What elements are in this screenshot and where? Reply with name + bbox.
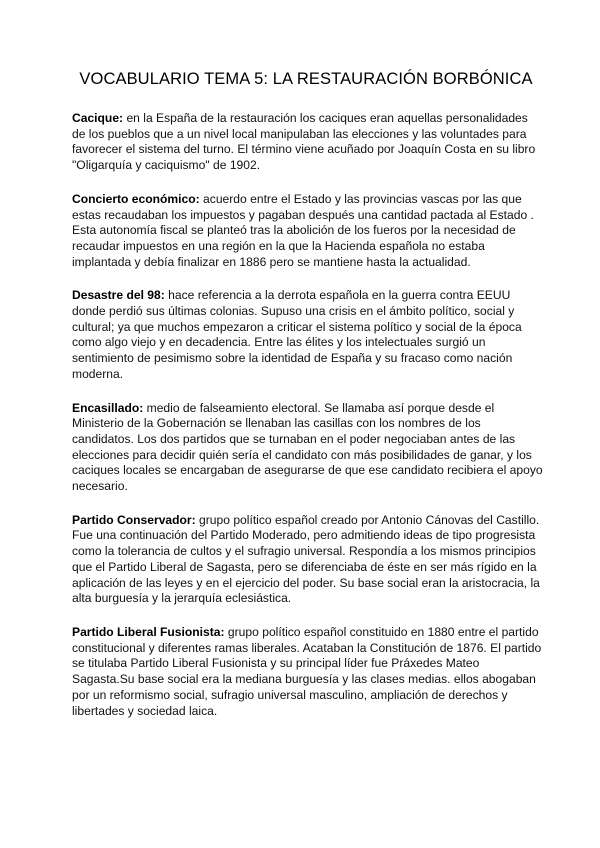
entry-term: Cacique: (72, 111, 124, 125)
entry-definition: grupo político español creado por Antonio Cánovas del Castillo. Fue una continuación del Partido Moderado, pero admitiendo ideas de tipo progresista como la tolerancia de cultos y el sufragio universal. Respondía a los mismos principios que el Partido Liberal de Sagasta, pero se diferenciaba de éste en ser más rígido en la aplicación de las leyes y en el ejercicio del poder. Su base social eran la aristocracia, la alta burguesía y la jerarquía eclesiástica. (72, 512, 540, 606)
entry-concierto-economico (72, 192, 544, 271)
entry-definition: hace referencia a la derrota española en la guerra contra EEUU donde perdió sus últimas colonias. Supuso una crisis en el ámbito político, social y cultural; ya que muchos empezaron a criticar el sistema político y social de la época como algo viejo y en decadencia. Entre las élites y los intelectuales surgió un sentimiento de pesimismo sobre la identidad de España y su fracaso como nación moderna. (72, 288, 522, 381)
entry-definition: medio de falseamiento electoral. Se llamaba así porque desde el Ministerio de la Gobernación se llenaban las casillas con los nombres de los candidatos. Los dos partidos que se turnaban en el poder negociaban antes de las elecciones para decidir quién sería el candidato con más posibilidades de ganar, y los caciques locales se encargaban de asegurarse de que ese candidato recibiera el apoyo necesario. (72, 400, 543, 494)
entry-definition: acuerdo entre el Estado y las provincias vascas por las que estas recaudaban los impuestos y pagaban después una cantidad pactada al Estado . Esta autonomía fiscal se planteó tras la abolición de los fueros por la necesidad de recaudar impuestos en una región en la que la Hacienda española no estaba implantada y debía finalizar en 1886 pero se mantiene hasta la actualidad. (72, 191, 534, 269)
entry-definition: grupo político español constituido en 1880 entre el partido constitucional y diferentes ramas liberales. Acataban la Constitución de 1876. El partido se titulaba Partido Liberal Fusionista y su principal líder fue Práxedes Mateo Sagasta.Su base social era la mediana burguesía y las clases medias. ellos abogaban por un reformismo social, sufragio universal masculino, ampliación de derechos y libertades y sociedad laica. (72, 624, 542, 718)
page-title: VOCABULARIO TEMA 5: LA RESTAURACIÓN BORBÓNICA (79, 70, 533, 88)
entry-definition: en la España de la restauración los caciques eran aquellas personalidades de los pueblos que a un nivel local manipulaban las elecciones y las voluntades para favorecer el sistema del turno. El término viene acuñado por Joaquín Costa en su libro "Oligarquía y caciquismo" de 1902. (72, 111, 536, 173)
entry-desastre-del-98 (72, 288, 544, 382)
entry-term: Concierto económico: (72, 191, 200, 206)
entry-term: Encasillado: (72, 400, 144, 415)
entry-term: Partido Conservador: (72, 512, 196, 527)
entry-term: Partido Liberal Fusionista: (72, 624, 225, 639)
entry-partido-conservador (72, 513, 544, 607)
entry-term: Desastre del 98: (72, 288, 165, 303)
entry-cacique (72, 111, 544, 174)
entry-encasillado (72, 401, 544, 495)
entry-partido-liberal-fusionista (72, 625, 544, 719)
